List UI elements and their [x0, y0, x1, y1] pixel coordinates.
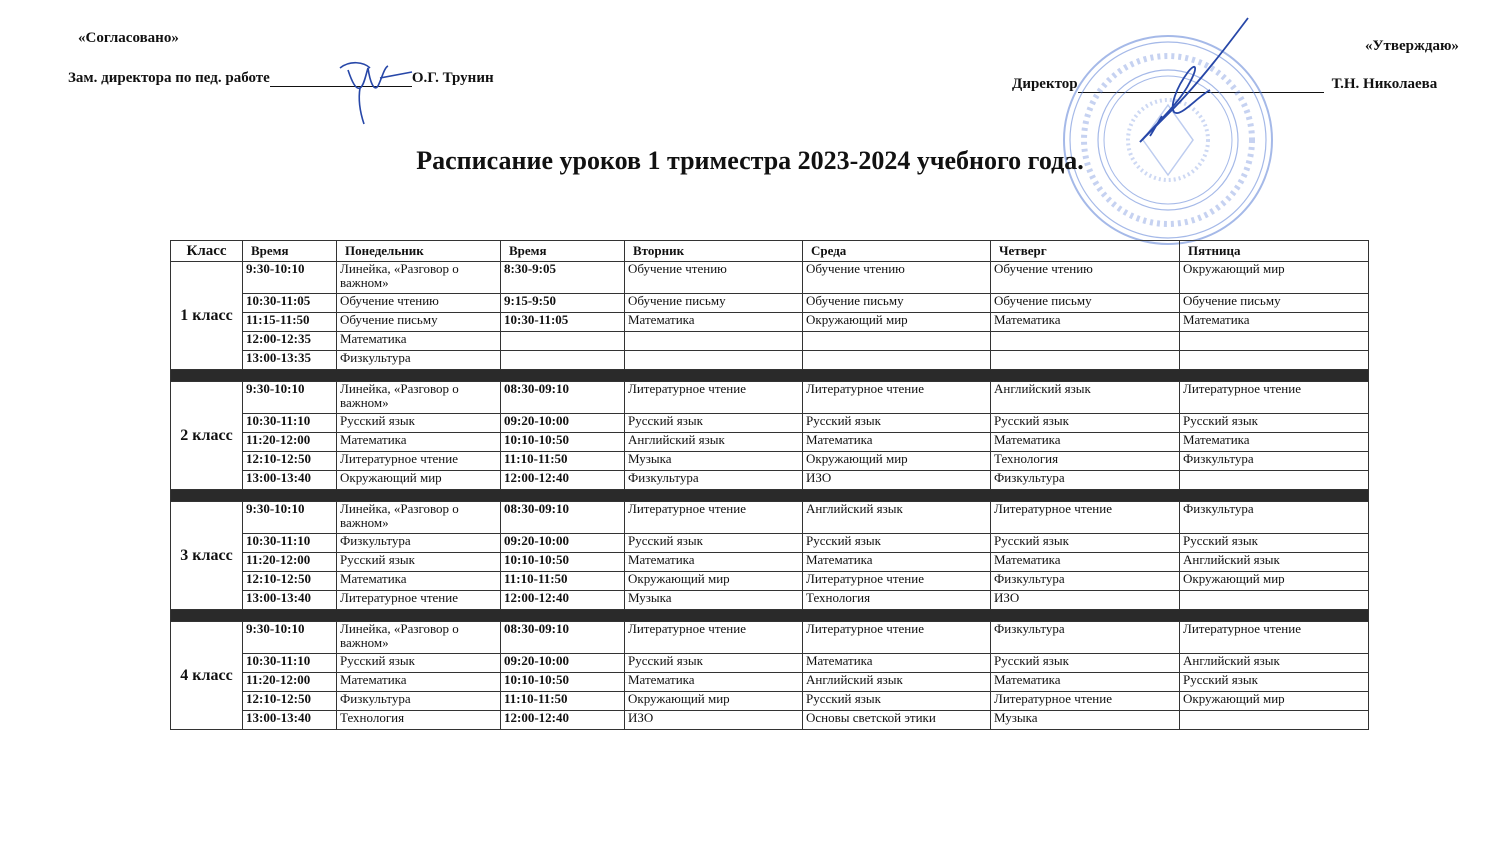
lesson-cell: Русский язык: [803, 692, 991, 711]
lesson-cell: Математика: [991, 313, 1180, 332]
column-header: Время: [243, 241, 337, 262]
lesson-cell: Обучение письму: [337, 313, 501, 332]
lesson-cell: Литературное чтение: [803, 572, 991, 591]
lesson-cell: Физкультура: [625, 471, 803, 490]
time-cell: 10:30-11:05: [501, 313, 625, 332]
time-cell: 9:30-10:10: [243, 382, 337, 414]
page-title: Расписание уроков 1 триместра 2023-2024 учебного года.: [416, 146, 1084, 175]
lesson-cell: Математика: [625, 553, 803, 572]
table-row: [171, 351, 1369, 370]
time-cell: 10:10-10:50: [501, 433, 625, 452]
lesson-cell: Линейка, «Разговор о важном»: [337, 382, 501, 414]
lesson-cell: Литературное чтение: [803, 622, 991, 654]
class-separator: [171, 490, 1369, 502]
lesson-cell: Русский язык: [625, 414, 803, 433]
lesson-cell: Английский язык: [803, 673, 991, 692]
lesson-cell: Математика: [337, 433, 501, 452]
lesson-cell: Обучение чтению: [803, 262, 991, 294]
lesson-cell: Литературное чтение: [1180, 622, 1369, 654]
lesson-cell: Литературное чтение: [991, 502, 1180, 534]
lesson-cell: Математика: [1180, 433, 1369, 452]
lesson-cell: Физкультура: [991, 572, 1180, 591]
table-row: [171, 262, 1369, 294]
lesson-cell: Математика: [991, 433, 1180, 452]
schedule-body: [171, 262, 1369, 730]
lesson-cell: [803, 351, 991, 370]
time-cell: 11:20-12:00: [243, 673, 337, 692]
table-row: [171, 692, 1369, 711]
lesson-cell: Английский язык: [1180, 553, 1369, 572]
time-cell: 08:30-09:10: [501, 382, 625, 414]
class-name-cell: 3 класс: [171, 502, 243, 610]
table-row: [171, 313, 1369, 332]
class-name-cell: 4 класс: [171, 622, 243, 730]
lesson-cell: Математика: [337, 332, 501, 351]
time-cell: 11:15-11:50: [243, 313, 337, 332]
class-name-cell: 1 класс: [171, 262, 243, 370]
lesson-cell: Английский язык: [991, 382, 1180, 414]
deputy-signature-line: [68, 70, 494, 87]
time-cell: 11:10-11:50: [501, 572, 625, 591]
lesson-cell: Литературное чтение: [625, 622, 803, 654]
lesson-cell: Математика: [337, 572, 501, 591]
lesson-cell: [1180, 351, 1369, 370]
lesson-cell: Литературное чтение: [337, 591, 501, 610]
time-cell: 12:10-12:50: [243, 692, 337, 711]
column-header: Пятница: [1180, 241, 1369, 262]
lesson-cell: Русский язык: [337, 553, 501, 572]
time-cell: 9:30-10:10: [243, 622, 337, 654]
table-row: [171, 673, 1369, 692]
lesson-cell: Английский язык: [1180, 654, 1369, 673]
separator-cell: [171, 490, 1369, 502]
column-header: Четверг: [991, 241, 1180, 262]
lesson-cell: Основы светской этики: [803, 711, 991, 730]
time-cell: 8:30-9:05: [501, 262, 625, 294]
agreed-label: «Согласовано»: [78, 30, 179, 46]
lesson-cell: Русский язык: [991, 654, 1180, 673]
column-header: Понедельник: [337, 241, 501, 262]
lesson-cell: Физкультура: [337, 534, 501, 553]
time-cell: 08:30-09:10: [501, 502, 625, 534]
lesson-cell: Русский язык: [991, 414, 1180, 433]
time-cell: 12:00-12:40: [501, 591, 625, 610]
deputy-name: О.Г. Трунин: [411, 70, 494, 86]
lesson-cell: Русский язык: [625, 654, 803, 673]
time-cell: 9:30-10:10: [243, 262, 337, 294]
lesson-cell: Литературное чтение: [337, 452, 501, 471]
lesson-cell: Окружающий мир: [803, 313, 991, 332]
lesson-cell: [625, 332, 803, 351]
time-cell: 09:20-10:00: [501, 654, 625, 673]
lesson-cell: Русский язык: [337, 654, 501, 673]
table-row: [171, 572, 1369, 591]
time-cell: 12:00-12:35: [243, 332, 337, 351]
lesson-cell: Музыка: [625, 591, 803, 610]
lesson-cell: Окружающий мир: [803, 452, 991, 471]
lesson-cell: Литературное чтение: [1180, 382, 1369, 414]
lesson-cell: [1180, 332, 1369, 351]
table-row: [171, 471, 1369, 490]
lesson-cell: Обучение письму: [1180, 294, 1369, 313]
time-cell: 12:10-12:50: [243, 572, 337, 591]
time-cell: 12:10-12:50: [243, 452, 337, 471]
column-header: Класс: [171, 241, 243, 262]
column-header: Среда: [803, 241, 991, 262]
lesson-cell: Физкультура: [1180, 502, 1369, 534]
lesson-cell: Математика: [625, 313, 803, 332]
lesson-cell: Окружающий мир: [1180, 692, 1369, 711]
table-row: [171, 711, 1369, 730]
table-row: [171, 294, 1369, 313]
time-cell: 10:30-11:05: [243, 294, 337, 313]
lesson-cell: Окружающий мир: [337, 471, 501, 490]
lesson-cell: [991, 332, 1180, 351]
time-cell: 11:10-11:50: [501, 692, 625, 711]
time-cell: 9:30-10:10: [243, 502, 337, 534]
time-cell: 12:00-12:40: [501, 711, 625, 730]
deputy-signature-icon: [330, 38, 420, 128]
lesson-cell: Литературное чтение: [625, 502, 803, 534]
table-row: [171, 654, 1369, 673]
table-row: [171, 414, 1369, 433]
lesson-cell: Русский язык: [1180, 673, 1369, 692]
time-cell: 9:15-9:50: [501, 294, 625, 313]
time-cell: 10:30-11:10: [243, 654, 337, 673]
lesson-cell: Русский язык: [803, 534, 991, 553]
lesson-cell: Физкультура: [991, 471, 1180, 490]
time-cell: 13:00-13:40: [243, 591, 337, 610]
lesson-cell: Музыка: [625, 452, 803, 471]
deputy-position: Зам. директора по пед. работе: [68, 70, 270, 86]
class-separator: [171, 610, 1369, 622]
lesson-cell: Русский язык: [803, 414, 991, 433]
time-cell: [501, 332, 625, 351]
table-row: [171, 553, 1369, 572]
time-cell: [501, 351, 625, 370]
lesson-cell: Русский язык: [1180, 414, 1369, 433]
lesson-cell: Обучение чтению: [991, 262, 1180, 294]
time-cell: 12:00-12:40: [501, 471, 625, 490]
lesson-cell: Английский язык: [625, 433, 803, 452]
table-row: [171, 382, 1369, 414]
time-cell: 10:30-11:10: [243, 414, 337, 433]
lesson-cell: Линейка, «Разговор о важном»: [337, 622, 501, 654]
approve-label: «Утверждаю»: [1365, 38, 1459, 54]
lesson-cell: Литературное чтение: [625, 382, 803, 414]
lesson-cell: Окружающий мир: [1180, 572, 1369, 591]
lesson-cell: Математика: [991, 553, 1180, 572]
column-header: Время: [501, 241, 625, 262]
separator-cell: [171, 370, 1369, 382]
time-cell: 08:30-09:10: [501, 622, 625, 654]
lesson-cell: Русский язык: [991, 534, 1180, 553]
lesson-cell: ИЗО: [803, 471, 991, 490]
table-row: [171, 534, 1369, 553]
schedule-table: [170, 240, 1369, 730]
time-cell: 13:00-13:40: [243, 471, 337, 490]
lesson-cell: Математика: [625, 673, 803, 692]
lesson-cell: Литературное чтение: [803, 382, 991, 414]
lesson-cell: Обучение письму: [803, 294, 991, 313]
lesson-cell: Обучение письму: [991, 294, 1180, 313]
director-signature-icon: [1100, 12, 1260, 152]
lesson-cell: Линейка, «Разговор о важном»: [337, 262, 501, 294]
lesson-cell: [991, 351, 1180, 370]
lesson-cell: Технология: [803, 591, 991, 610]
table-row: [171, 433, 1369, 452]
lesson-cell: Физкультура: [1180, 452, 1369, 471]
time-cell: 13:00-13:35: [243, 351, 337, 370]
table-row: [171, 502, 1369, 534]
lesson-cell: Физкультура: [337, 351, 501, 370]
director-position: Директор: [1012, 76, 1078, 92]
header-row: [171, 241, 1369, 262]
lesson-cell: Окружающий мир: [625, 692, 803, 711]
time-cell: 11:20-12:00: [243, 553, 337, 572]
lesson-cell: Музыка: [991, 711, 1180, 730]
time-cell: 10:10-10:50: [501, 673, 625, 692]
lesson-cell: Математика: [1180, 313, 1369, 332]
time-cell: 10:10-10:50: [501, 553, 625, 572]
lesson-cell: Окружающий мир: [625, 572, 803, 591]
lesson-cell: Обучение чтению: [337, 294, 501, 313]
column-header: Вторник: [625, 241, 803, 262]
class-name-cell: 2 класс: [171, 382, 243, 490]
table-row: [171, 591, 1369, 610]
table-row: [171, 622, 1369, 654]
lesson-cell: Линейка, «Разговор о важном»: [337, 502, 501, 534]
table-row: [171, 452, 1369, 471]
lesson-cell: ИЗО: [991, 591, 1180, 610]
lesson-cell: [625, 351, 803, 370]
lesson-cell: ИЗО: [625, 711, 803, 730]
lesson-cell: Математика: [803, 433, 991, 452]
lesson-cell: Обучение письму: [625, 294, 803, 313]
lesson-cell: Литературное чтение: [991, 692, 1180, 711]
table-row: [171, 332, 1369, 351]
lesson-cell: [1180, 591, 1369, 610]
time-cell: 09:20-10:00: [501, 414, 625, 433]
lesson-cell: Русский язык: [1180, 534, 1369, 553]
lesson-cell: Технология: [991, 452, 1180, 471]
lesson-cell: Математика: [337, 673, 501, 692]
lesson-cell: Физкультура: [337, 692, 501, 711]
lesson-cell: Физкультура: [991, 622, 1180, 654]
lesson-cell: Обучение чтению: [625, 262, 803, 294]
time-cell: 11:10-11:50: [501, 452, 625, 471]
lesson-cell: Математика: [803, 654, 991, 673]
director-name: Т.Н. Николаева: [1331, 76, 1438, 92]
lesson-cell: [803, 332, 991, 351]
lesson-cell: Русский язык: [625, 534, 803, 553]
lesson-cell: Математика: [991, 673, 1180, 692]
separator-cell: [171, 610, 1369, 622]
lesson-cell: [1180, 711, 1369, 730]
lesson-cell: Английский язык: [803, 502, 991, 534]
lesson-cell: Математика: [803, 553, 991, 572]
time-cell: 10:30-11:10: [243, 534, 337, 553]
time-cell: 13:00-13:40: [243, 711, 337, 730]
lesson-cell: Русский язык: [337, 414, 501, 433]
class-separator: [171, 370, 1369, 382]
time-cell: 09:20-10:00: [501, 534, 625, 553]
lesson-cell: Окружающий мир: [1180, 262, 1369, 294]
lesson-cell: [1180, 471, 1369, 490]
lesson-cell: Технология: [337, 711, 501, 730]
time-cell: 11:20-12:00: [243, 433, 337, 452]
